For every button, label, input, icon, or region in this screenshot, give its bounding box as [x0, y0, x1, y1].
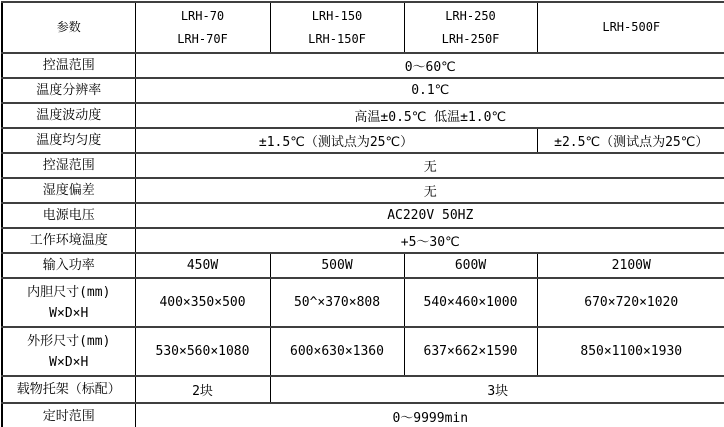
spec-value-cell: ±2.5℃（测试点为25℃）	[537, 128, 724, 153]
row-label	[2, 327, 135, 376]
spec-value-cell: 无	[135, 178, 724, 203]
row-label	[2, 278, 135, 327]
spec-value-cell: 850×1100×1930	[537, 327, 724, 376]
spec-value-cell: 50^×370×808	[270, 278, 404, 327]
spec-value-cell: AC220V 50HZ	[135, 203, 724, 228]
table-row	[2, 178, 724, 203]
table-row	[2, 278, 724, 327]
cell-text-line: 温度波动度	[36, 108, 102, 123]
table-row	[2, 327, 724, 376]
spec-value-cell: 670×720×1020	[537, 278, 724, 327]
cell-text-line: 温度均匀度	[36, 133, 102, 148]
cell-text-line: 参数	[56, 20, 81, 34]
spec-value-cell: 2100W	[537, 253, 724, 278]
cell-text-line: 控温范围	[42, 58, 95, 73]
cell-text-line: 温度分辨率	[36, 83, 102, 98]
cell-text-line: LRH-250F	[441, 31, 500, 46]
row-label	[2, 178, 135, 203]
cell-text-line: 电源电压	[42, 208, 95, 223]
table-row	[2, 153, 724, 178]
model-header-cell	[270, 2, 404, 53]
row-label	[2, 228, 135, 253]
spec-value-cell: 600×630×1360	[270, 327, 404, 376]
spec-value-cell: 0.1℃	[135, 78, 724, 103]
spec-value-cell: 0～60℃	[135, 53, 724, 78]
header-row	[2, 2, 724, 53]
row-label	[2, 203, 135, 228]
spec-value-cell: ±1.5℃（测试点为25℃）	[135, 128, 537, 153]
cell-text-line: 控湿范围	[42, 158, 95, 173]
table-row	[2, 228, 724, 253]
spec-value-cell: +5～30℃	[135, 228, 724, 253]
table-row	[2, 203, 724, 228]
spec-value-cell: 2块	[135, 376, 270, 403]
spec-value-cell: 3块	[270, 376, 724, 403]
spec-table-body	[2, 2, 724, 427]
cell-text-line: LRH-500F	[602, 20, 661, 34]
cell-text-line: 内胆尺寸(mm)	[27, 284, 111, 300]
row-label	[2, 403, 135, 427]
row-label	[2, 153, 135, 178]
row-label	[2, 253, 135, 278]
row-label	[2, 78, 135, 103]
cell-text-line: LRH-70F	[177, 31, 228, 46]
spec-table	[1, 1, 724, 427]
cell-text-line: 输入功率	[42, 258, 95, 273]
cell-text-line: 湿度偏差	[42, 183, 95, 198]
spec-value-cell: 400×350×500	[135, 278, 270, 327]
spec-value-cell: 530×560×1080	[135, 327, 270, 376]
table-row	[2, 128, 724, 153]
row-label	[2, 376, 135, 403]
model-header-cell	[135, 2, 270, 53]
table-row	[2, 253, 724, 278]
param-header-cell	[2, 2, 135, 53]
spec-value-cell: 450W	[135, 253, 270, 278]
cell-text-line: LRH-70	[180, 8, 225, 23]
cell-text-line: W×D×H	[49, 305, 89, 321]
spec-value-cell: 高温±0.5℃ 低温±1.0℃	[135, 103, 724, 128]
model-header-cell	[404, 2, 537, 53]
spec-value-cell: 540×460×1000	[404, 278, 537, 327]
spec-value-cell: 无	[135, 153, 724, 178]
spec-value-cell: 637×662×1590	[404, 327, 537, 376]
cell-text-line: W×D×H	[49, 354, 89, 370]
cell-text-line: LRH-150F	[308, 31, 366, 46]
spec-value-cell: 500W	[270, 253, 404, 278]
cell-text-line: 定时范围	[42, 409, 95, 424]
table-row	[2, 103, 724, 128]
cell-text-line: LRH-150	[311, 8, 363, 23]
row-label	[2, 128, 135, 153]
cell-text-line: 载物托架（标配）	[16, 382, 121, 397]
table-row	[2, 376, 724, 403]
row-label	[2, 103, 135, 128]
model-header-cell	[537, 2, 724, 53]
cell-text-line: 工作环境温度	[29, 233, 108, 248]
table-row	[2, 53, 724, 78]
cell-text-line: LRH-250	[445, 8, 496, 23]
cell-text-line: 外形尺寸(mm)	[27, 333, 111, 349]
spec-value-cell: 600W	[404, 253, 537, 278]
row-label	[2, 53, 135, 78]
table-row	[2, 78, 724, 103]
table-row	[2, 403, 724, 427]
spec-value-cell: 0～9999min	[135, 403, 724, 427]
